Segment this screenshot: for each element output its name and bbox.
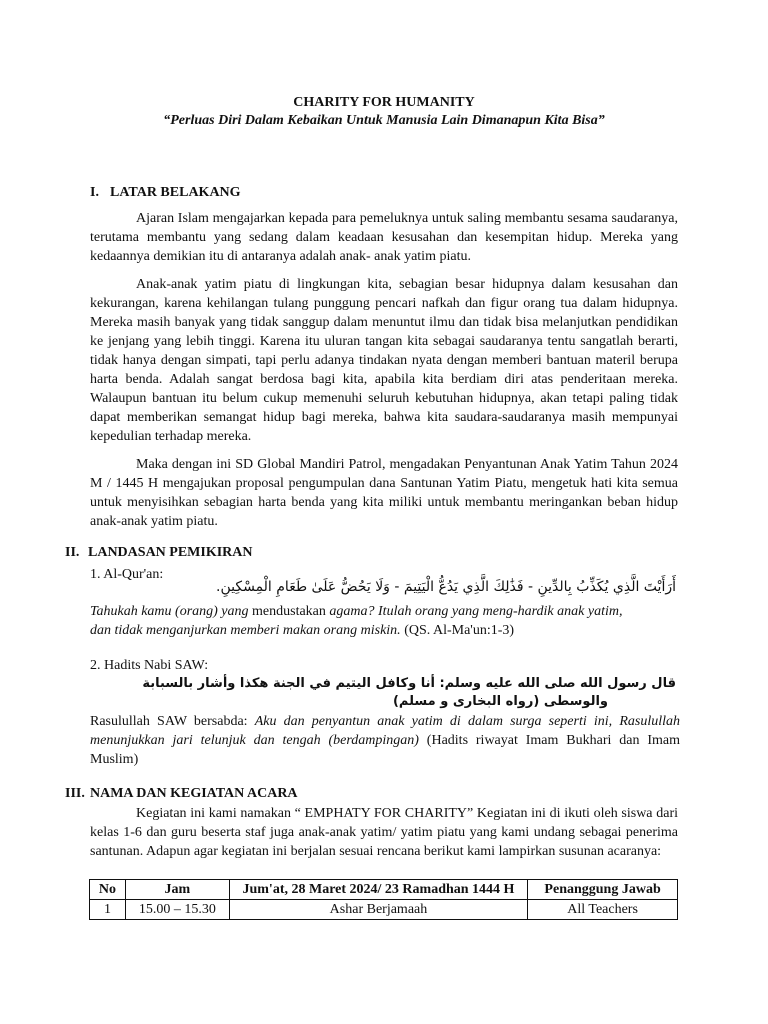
quran-label: 1. Al-Qur'an: (90, 567, 164, 582)
document-subtitle: “Perluas Diri Dalam Kebaikan Untuk Manusia Lain Dimanapun Kita Bisa” (163, 113, 605, 128)
column-header-date: Jum'at, 28 Maret 2024/ 23 Ramadhan 1444 H (229, 880, 527, 900)
quran-translation-part: Tahukah kamu (orang) yang (90, 604, 249, 619)
table-cell: All Teachers (528, 900, 678, 920)
section-1-body (90, 209, 678, 531)
section-2-title: LANDASAN PEMIKIRAN (88, 545, 253, 560)
hadith-translation-part: (Hadits riwayat Imam Bukhari dan Imam Muslim) (90, 733, 680, 767)
hadith-translation (90, 712, 680, 769)
section-3-number: III. (65, 786, 85, 801)
hadith-label: 2. Hadits Nabi SAW: (90, 658, 209, 673)
quran-translation-part: mendustakan (248, 604, 330, 619)
paragraph: Ajaran Islam mengajarkan kepada para pemeluknya untuk saling membantu sesama saudaranya, terutama membantu yang sedang dalam keadaan kesusahan dan kesempitan hidup. Mereka yang kedaannya demikian itu di antaranya adalah anak- anak yatim piatu. (90, 211, 678, 264)
quran-translation-part: dan tidak menganjurkan memberi makan orang miskin. (90, 623, 401, 638)
table-cell: 1 (90, 900, 126, 920)
section-2-heading (65, 543, 253, 562)
paragraph: Maka dengan ini SD Global Mandiri Patrol, mengadakan Penyantunan Anak Yatim Tahun 2024 M / 1445 H mengajukan proposal pengumpulan dana Santunan Yatim Piatu, mengetuk hati kita semua untuk menyisihkan sebagian harta benda yang kita miliki untuk membantu meringankan beban hidup anak-anak yatim piatu. (90, 457, 678, 529)
table-cell: 15.00 – 15.30 (125, 900, 229, 920)
section-3-heading (65, 784, 298, 803)
hadith-translation-part: Rasulullah SAW bersabda: (90, 714, 255, 729)
paragraph: Anak-anak yatim piatu di lingkungan kita, sebagian besar hidupnya dalam kesusahan dan kekurangan, karena kehilangan tulang punggung pencari nafkah dan figur orang tua dalam hidupnya. Mereka masih banyak yang tidak sanggup dalam menuntut ilmu dan tidak bisa melanjutkan pendidikan ke jenjang yang lebih tinggi. Karena itu uluran tangan kita sebagai saudaranya tentu sangatlah berarti, tidak hanya dengan simpati, tapi perlu adanya tindakan nyata dengan memberi bantuan materil berupa harta benda. Adalah sangat berdosa bagi kita, apabila kita berdiam diri atas penderitaan mereka. Walaupun bantuan itu belum cukup memenuhi seluruh kebutuhan hidupnya, akan tetapi paling tidak dapat memberikan semangat hidup bagi mereka, bahwa kita saudara-saudaranya masih mempunyai kepedulian terhadap mereka. (90, 277, 678, 444)
column-header-no: No (90, 880, 126, 900)
column-header-jam: Jam (125, 880, 229, 900)
section-1-heading (90, 183, 241, 202)
table-header-row (90, 880, 678, 900)
section-2-number: II. (65, 545, 80, 560)
hadith-translation-part: Aku dan penyantun anak yatim di dalam surga seperti ini, Rasulullah menunjukkan jari telunjuk dan tengah (berdampingan) (90, 714, 681, 748)
section-3-body (90, 804, 678, 861)
quran-reference: (QS. Al-Ma'un:1-3) (400, 623, 515, 638)
table-cell: Ashar Berjamaah (229, 900, 527, 920)
table-row (90, 900, 678, 920)
section-1-number: I. (90, 185, 99, 200)
hadith-arabic-line-1: قال رسول الله صلى الله عليه وسلم: أنا وكافل اليتيم في الجنة هكذا وأشار بالسبابة (142, 676, 676, 691)
quran-translation (90, 602, 680, 640)
section-3-title: NAMA DAN KEGIATAN ACARA (90, 786, 298, 801)
section-1-title: LATAR BELAKANG (110, 185, 241, 200)
column-header-pic: Penanggung Jawab (528, 880, 678, 900)
hadith-arabic-line-2: والوسطى (رواه البخارى و مسلم) (392, 694, 608, 709)
document-title: CHARITY FOR HUMANITY (293, 95, 475, 110)
quran-translation-part: agama? Itulah orang yang meng-hardik anak yatim, (329, 604, 623, 619)
paragraph: Kegiatan ini kami namakan “ EMPHATY FOR CHARITY” Kegiatan ini di ikuti oleh siswa dari kelas 1-6 dan guru beserta staf juga anak-anak yatim/ yatim piatu yang kami undang sebagai penerima santunan. Adapun agar kegiatan ini berjalan sesuai rencana berikut kami lampirkan susunan acaranya: (90, 806, 678, 859)
schedule-table (89, 879, 678, 920)
quran-arabic-verse: أَرَأَيْتَ الَّذِي يُكَذِّبُ بِالدِّينِ - فَذَٰلِكَ الَّذِي يَدُعُّ الْيَتِيمَ - وَلَا يَحُضُّ عَلَىٰ طَعَامِ الْمِسْكِينِ. (216, 579, 676, 595)
